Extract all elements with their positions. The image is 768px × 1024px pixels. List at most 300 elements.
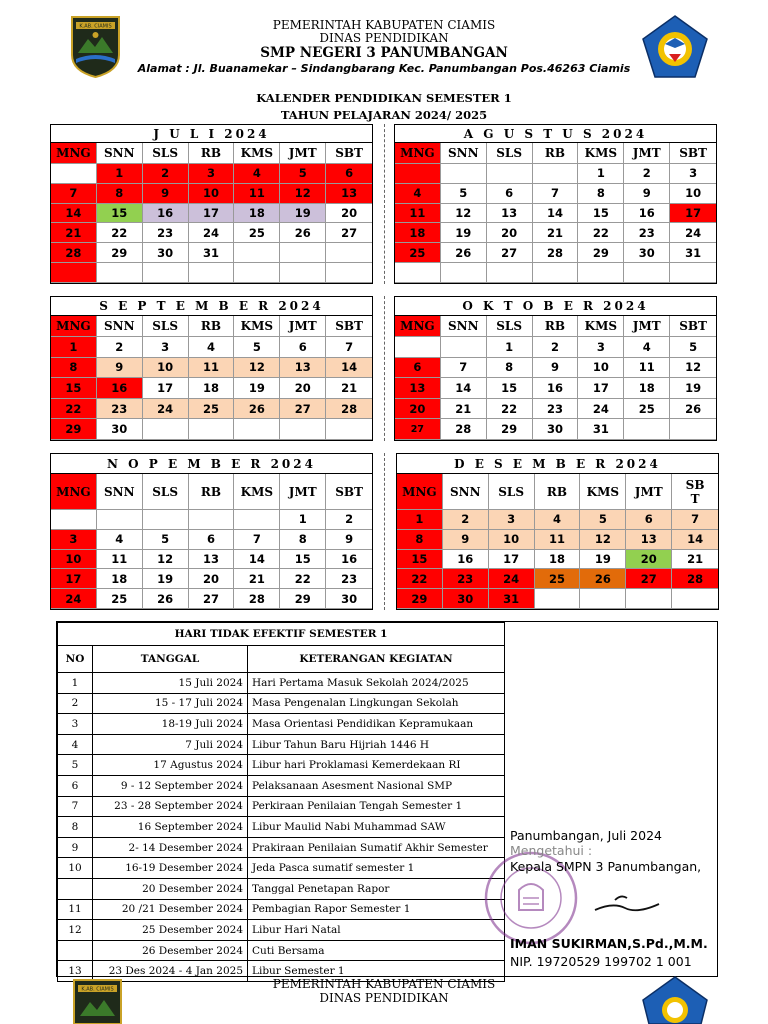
day-cell: 12 <box>280 184 326 204</box>
day-cell <box>487 164 533 184</box>
row-date: 23 Des 2024 - 4 Jan 2025 <box>93 961 248 982</box>
day-cell: 30 <box>143 243 189 263</box>
weekday-header: KMS <box>580 474 626 510</box>
day-cell: 23 <box>624 223 670 243</box>
weekday-header: SNN <box>97 316 143 337</box>
day-cell: 6 <box>280 337 326 358</box>
row-date: 20 Desember 2024 <box>93 878 248 899</box>
day-cell: 5 <box>143 530 189 550</box>
day-cell: 28 <box>51 243 97 263</box>
table-row <box>58 693 505 714</box>
row-number: 13 <box>58 961 93 982</box>
month-day-grid <box>395 316 716 440</box>
day-cell: 10 <box>489 530 535 550</box>
day-cell: 30 <box>533 419 579 440</box>
day-cell: 30 <box>624 243 670 263</box>
row-number: 4 <box>58 734 93 755</box>
weekday-header: KMS <box>578 143 624 164</box>
day-cell: 26 <box>280 223 326 243</box>
weekday-header: JMT <box>280 474 326 510</box>
day-cell: 6 <box>487 184 533 204</box>
day-cell: 9 <box>624 184 670 204</box>
day-cell <box>189 510 235 530</box>
day-cell: 27 <box>326 223 372 243</box>
day-cell: 18 <box>624 378 670 399</box>
day-cell <box>441 263 487 283</box>
day-cell: 16 <box>143 204 189 224</box>
day-cell: 11 <box>535 530 581 550</box>
day-cell: 30 <box>326 589 372 609</box>
day-cell <box>533 263 579 283</box>
day-cell: 22 <box>51 399 97 420</box>
weekday-header: MNG <box>397 474 443 510</box>
day-cell <box>189 419 235 440</box>
weekday-header: SLS <box>143 143 189 164</box>
day-cell: 26 <box>670 399 716 420</box>
day-cell: 3 <box>189 164 235 184</box>
row-number: 10 <box>58 858 93 879</box>
day-cell: 20 <box>280 378 326 399</box>
day-cell: 5 <box>580 510 626 530</box>
day-cell: 17 <box>189 204 235 224</box>
day-cell <box>395 263 441 283</box>
row-activity: Jeda Pasca sumatif semester 1 <box>248 858 505 879</box>
day-cell: 14 <box>51 204 97 224</box>
day-cell: 19 <box>580 550 626 570</box>
day-cell: 20 <box>189 569 235 589</box>
day-cell: 28 <box>441 419 487 440</box>
day-cell: 20 <box>326 204 372 224</box>
day-cell: 8 <box>578 184 624 204</box>
row-activity: Hari Pertama Masuk Sekolah 2024/2025 <box>248 673 505 694</box>
row-date: 26 Desember 2024 <box>93 940 248 961</box>
column-header-activity: KETERANGAN KEGIATAN <box>248 646 505 673</box>
day-cell: 1 <box>487 337 533 358</box>
weekday-header: RB <box>533 316 579 337</box>
month-october <box>394 296 717 441</box>
day-cell: 5 <box>441 184 487 204</box>
day-cell: 19 <box>670 378 716 399</box>
day-cell: 31 <box>489 589 535 609</box>
day-cell: 5 <box>234 337 280 358</box>
month-title: D E S E M B E R 2024 <box>397 454 718 474</box>
day-cell <box>624 419 670 440</box>
day-cell: 29 <box>397 589 443 609</box>
day-cell <box>578 263 624 283</box>
day-cell: 21 <box>672 550 718 570</box>
row-number: 2 <box>58 693 93 714</box>
weekday-header: JMT <box>280 143 326 164</box>
day-cell: 24 <box>189 223 235 243</box>
row-activity: Libur Hari Natal <box>248 920 505 941</box>
day-cell: 9 <box>533 358 579 379</box>
weekday-header: SBT <box>670 143 716 164</box>
day-cell <box>395 164 441 184</box>
day-cell: 18 <box>234 204 280 224</box>
signature-acknowledged: Mengetahui : <box>510 843 593 858</box>
day-cell: 23 <box>143 223 189 243</box>
table-row <box>58 755 505 776</box>
day-cell: 4 <box>624 337 670 358</box>
day-cell <box>97 510 143 530</box>
day-cell: 19 <box>143 569 189 589</box>
day-cell: 12 <box>670 358 716 379</box>
day-cell: 12 <box>580 530 626 550</box>
day-cell: 13 <box>395 378 441 399</box>
day-cell: 29 <box>51 419 97 440</box>
day-cell: 18 <box>395 223 441 243</box>
month-july <box>50 124 373 284</box>
day-cell: 27 <box>487 243 533 263</box>
day-cell <box>624 263 670 283</box>
day-cell: 21 <box>441 399 487 420</box>
table-row <box>58 796 505 817</box>
day-cell: 3 <box>578 337 624 358</box>
day-cell: 26 <box>234 399 280 420</box>
tut-wuri-handayani-logo-icon <box>641 975 709 1024</box>
day-cell: 22 <box>397 569 443 589</box>
day-cell: 27 <box>395 419 441 440</box>
weekday-header: MNG <box>51 143 97 164</box>
day-cell: 18 <box>535 550 581 570</box>
day-cell: 31 <box>578 419 624 440</box>
day-cell: 7 <box>533 184 579 204</box>
day-cell: 8 <box>97 184 143 204</box>
day-cell: 26 <box>580 569 626 589</box>
day-cell: 25 <box>189 399 235 420</box>
footer-government: PEMERINTAH KABUPATEN CIAMIS <box>272 977 496 991</box>
table-row <box>58 899 505 920</box>
day-cell: 6 <box>395 358 441 379</box>
day-cell: 10 <box>670 184 716 204</box>
row-date: 18-19 Juli 2024 <box>93 714 248 735</box>
day-cell: 28 <box>672 569 718 589</box>
weekday-header: JMT <box>626 474 672 510</box>
day-cell: 13 <box>326 184 372 204</box>
row-number <box>58 878 93 899</box>
day-cell: 7 <box>234 530 280 550</box>
table-row <box>58 734 505 755</box>
row-activity: Cuti Bersama <box>248 940 505 961</box>
row-number <box>58 940 93 961</box>
row-activity: Libur Maulid Nabi Muhammad SAW <box>248 817 505 838</box>
day-cell <box>143 419 189 440</box>
day-cell: 13 <box>626 530 672 550</box>
day-cell: 3 <box>143 337 189 358</box>
weekday-header: KMS <box>234 474 280 510</box>
day-cell <box>51 164 97 184</box>
table-title: HARI TIDAK EFEKTIF SEMESTER 1 <box>58 623 505 646</box>
day-cell <box>280 263 326 283</box>
day-cell: 16 <box>97 378 143 399</box>
weekday-header: SNN <box>97 474 143 510</box>
weekday-header: SLS <box>487 316 533 337</box>
day-cell: 20 <box>487 223 533 243</box>
day-cell <box>535 589 581 609</box>
weekday-header: RB <box>535 474 581 510</box>
row-activity: Pelaksanaan Asesment Nasional SMP <box>248 775 505 796</box>
weekday-header: MNG <box>395 143 441 164</box>
weekday-header: SBT <box>326 474 372 510</box>
column-header-date: TANGGAL <box>93 646 248 673</box>
day-cell: 27 <box>626 569 672 589</box>
non-effective-days-table <box>57 622 505 982</box>
row-date: 25 Desember 2024 <box>93 920 248 941</box>
weekday-header: SLS <box>143 316 189 337</box>
day-cell: 12 <box>143 550 189 570</box>
day-cell: 26 <box>143 589 189 609</box>
letterhead <box>0 14 768 84</box>
month-day-grid <box>395 143 716 283</box>
day-cell <box>189 263 235 283</box>
row-number: 3 <box>58 714 93 735</box>
day-cell <box>326 419 372 440</box>
row-date: 16 September 2024 <box>93 817 248 838</box>
row-date: 7 Juli 2024 <box>93 734 248 755</box>
day-cell: 25 <box>624 399 670 420</box>
row-number: 9 <box>58 837 93 858</box>
day-cell <box>143 510 189 530</box>
day-cell: 17 <box>578 378 624 399</box>
day-cell: 9 <box>326 530 372 550</box>
day-cell: 19 <box>441 223 487 243</box>
day-cell: 13 <box>189 550 235 570</box>
row-date: 15 - 17 Juli 2024 <box>93 693 248 714</box>
day-cell: 15 <box>51 378 97 399</box>
table-row <box>58 837 505 858</box>
day-cell: 14 <box>441 378 487 399</box>
column-header-no: NO <box>58 646 93 673</box>
day-cell: 1 <box>97 164 143 184</box>
table-row <box>58 858 505 879</box>
day-cell: 25 <box>395 243 441 263</box>
day-cell: 10 <box>143 358 189 379</box>
day-cell <box>670 419 716 440</box>
day-cell: 15 <box>578 204 624 224</box>
weekday-header: SBT <box>326 143 372 164</box>
day-cell: 1 <box>578 164 624 184</box>
tut-wuri-handayani-logo-icon <box>641 14 709 80</box>
day-cell: 14 <box>326 358 372 379</box>
day-cell: 8 <box>487 358 533 379</box>
day-cell: 2 <box>143 164 189 184</box>
day-cell: 2 <box>326 510 372 530</box>
academic-year: TAHUN PELAJARAN 2024/ 2025 <box>280 108 488 122</box>
day-cell <box>143 263 189 283</box>
day-cell <box>234 243 280 263</box>
table-row <box>58 775 505 796</box>
column-divider <box>384 453 385 610</box>
weekday-header: JMT <box>624 316 670 337</box>
month-november <box>50 453 373 610</box>
day-cell: 25 <box>234 223 280 243</box>
row-date: 15 Juli 2024 <box>93 673 248 694</box>
row-activity: Perkiraan Penilaian Tengah Semester 1 <box>248 796 505 817</box>
day-cell: 3 <box>51 530 97 550</box>
day-cell: 13 <box>487 204 533 224</box>
day-cell: 29 <box>487 419 533 440</box>
weekday-header: SLS <box>489 474 535 510</box>
day-cell: 22 <box>487 399 533 420</box>
row-activity: Libur hari Proklamasi Kemerdekaan RI <box>248 755 505 776</box>
day-cell: 22 <box>578 223 624 243</box>
day-cell <box>234 263 280 283</box>
day-cell: 20 <box>626 550 672 570</box>
day-cell: 9 <box>143 184 189 204</box>
day-cell: 10 <box>189 184 235 204</box>
day-cell: 7 <box>441 358 487 379</box>
day-cell: 1 <box>51 337 97 358</box>
header-government: PEMERINTAH KABUPATEN CIAMIS <box>272 18 496 32</box>
day-cell: 3 <box>670 164 716 184</box>
weekday-header: MNG <box>51 316 97 337</box>
row-date: 17 Agustus 2024 <box>93 755 248 776</box>
day-cell: 15 <box>97 204 143 224</box>
table-row <box>58 673 505 694</box>
row-activity: Masa Pengenalan Lingkungan Sekolah <box>248 693 505 714</box>
header-school-name: SMP NEGERI 3 PANUMBANGAN <box>260 45 508 61</box>
day-cell: 16 <box>533 378 579 399</box>
day-cell <box>280 243 326 263</box>
day-cell: 4 <box>189 337 235 358</box>
row-activity: Libur Tahun Baru Hijriah 1446 H <box>248 734 505 755</box>
day-cell: 30 <box>443 589 489 609</box>
day-cell: 4 <box>395 184 441 204</box>
day-cell: 4 <box>97 530 143 550</box>
column-divider <box>384 124 385 284</box>
day-cell: 7 <box>672 510 718 530</box>
day-cell: 8 <box>280 530 326 550</box>
day-cell: 2 <box>533 337 579 358</box>
day-cell <box>326 243 372 263</box>
month-title: O K T O B E R 2024 <box>395 297 716 316</box>
day-cell: 28 <box>326 399 372 420</box>
weekday-header: KMS <box>234 316 280 337</box>
principal-name: IMAN SUKIRMAN,S.Pd.,M.M. <box>510 936 708 951</box>
day-cell: 16 <box>326 550 372 570</box>
day-cell: 1 <box>397 510 443 530</box>
day-cell <box>533 164 579 184</box>
row-activity: Masa Orientasi Pendidikan Kepramukaan <box>248 714 505 735</box>
day-cell <box>326 263 372 283</box>
day-cell <box>280 419 326 440</box>
day-cell: 30 <box>97 419 143 440</box>
weekday-header: RB <box>189 474 235 510</box>
weekday-header: KMS <box>578 316 624 337</box>
logo-left-label: K.AB. CIAMIS <box>79 23 112 30</box>
weekday-header: MNG <box>51 474 97 510</box>
day-cell <box>395 337 441 358</box>
month-september <box>50 296 373 441</box>
table-row <box>58 878 505 899</box>
day-cell: 29 <box>280 589 326 609</box>
day-cell: 12 <box>441 204 487 224</box>
day-cell: 24 <box>578 399 624 420</box>
table-row <box>58 714 505 735</box>
day-cell: 11 <box>189 358 235 379</box>
day-cell: 11 <box>624 358 670 379</box>
day-cell: 21 <box>51 223 97 243</box>
column-divider <box>384 296 385 441</box>
day-cell: 10 <box>578 358 624 379</box>
footer-department: DINAS PENDIDIKAN <box>319 991 449 1005</box>
day-cell: 2 <box>624 164 670 184</box>
weekday-header: JMT <box>624 143 670 164</box>
day-cell: 6 <box>189 530 235 550</box>
day-cell: 17 <box>670 204 716 224</box>
day-cell: 11 <box>97 550 143 570</box>
day-cell: 23 <box>97 399 143 420</box>
day-cell: 26 <box>441 243 487 263</box>
month-day-grid <box>51 474 372 609</box>
row-number: 6 <box>58 775 93 796</box>
day-cell: 16 <box>624 204 670 224</box>
row-number: 1 <box>58 673 93 694</box>
day-cell <box>441 164 487 184</box>
day-cell: 25 <box>535 569 581 589</box>
day-cell: 27 <box>189 589 235 609</box>
day-cell: 18 <box>97 569 143 589</box>
day-cell: 21 <box>326 378 372 399</box>
day-cell: 14 <box>234 550 280 570</box>
day-cell <box>97 263 143 283</box>
weekday-header: SB T <box>672 474 718 510</box>
day-cell <box>487 263 533 283</box>
day-cell: 19 <box>234 378 280 399</box>
day-cell <box>626 589 672 609</box>
day-cell: 23 <box>533 399 579 420</box>
header-address: Alamat : Jl. Buanamekar – Sindangbarang Kec. Panumbangan Pos.46263 Ciamis <box>137 62 631 75</box>
day-cell: 19 <box>280 204 326 224</box>
month-title: A G U S T U S 2024 <box>395 125 716 143</box>
day-cell: 22 <box>280 569 326 589</box>
row-activity: Prakiraan Penilaian Sumatif Akhir Semester <box>248 837 505 858</box>
day-cell: 6 <box>326 164 372 184</box>
day-cell: 13 <box>280 358 326 379</box>
row-date: 20 /21 Desember 2024 <box>93 899 248 920</box>
day-cell: 3 <box>489 510 535 530</box>
day-cell <box>672 589 718 609</box>
day-cell: 11 <box>395 204 441 224</box>
weekday-header: MNG <box>395 316 441 337</box>
day-cell: 14 <box>533 204 579 224</box>
weekday-header: SLS <box>143 474 189 510</box>
day-cell: 28 <box>533 243 579 263</box>
day-cell: 17 <box>143 378 189 399</box>
day-cell: 8 <box>397 530 443 550</box>
month-title: S E P T E M B E R 2024 <box>51 297 372 316</box>
row-date: 9 - 12 September 2024 <box>93 775 248 796</box>
day-cell <box>234 510 280 530</box>
table-row <box>58 920 505 941</box>
weekday-header: RB <box>533 143 579 164</box>
day-cell: 10 <box>51 550 97 570</box>
day-cell: 4 <box>535 510 581 530</box>
row-date: 16-19 Desember 2024 <box>93 858 248 879</box>
month-day-grid <box>397 474 718 609</box>
day-cell: 8 <box>51 358 97 379</box>
day-cell: 2 <box>97 337 143 358</box>
day-cell: 20 <box>395 399 441 420</box>
day-cell: 5 <box>670 337 716 358</box>
day-cell: 1 <box>280 510 326 530</box>
day-cell: 16 <box>443 550 489 570</box>
day-cell: 2 <box>443 510 489 530</box>
header-department: DINAS PENDIDIKAN <box>319 31 449 45</box>
weekday-header: RB <box>189 143 235 164</box>
handwritten-signature-icon <box>593 888 663 928</box>
day-cell: 17 <box>51 569 97 589</box>
